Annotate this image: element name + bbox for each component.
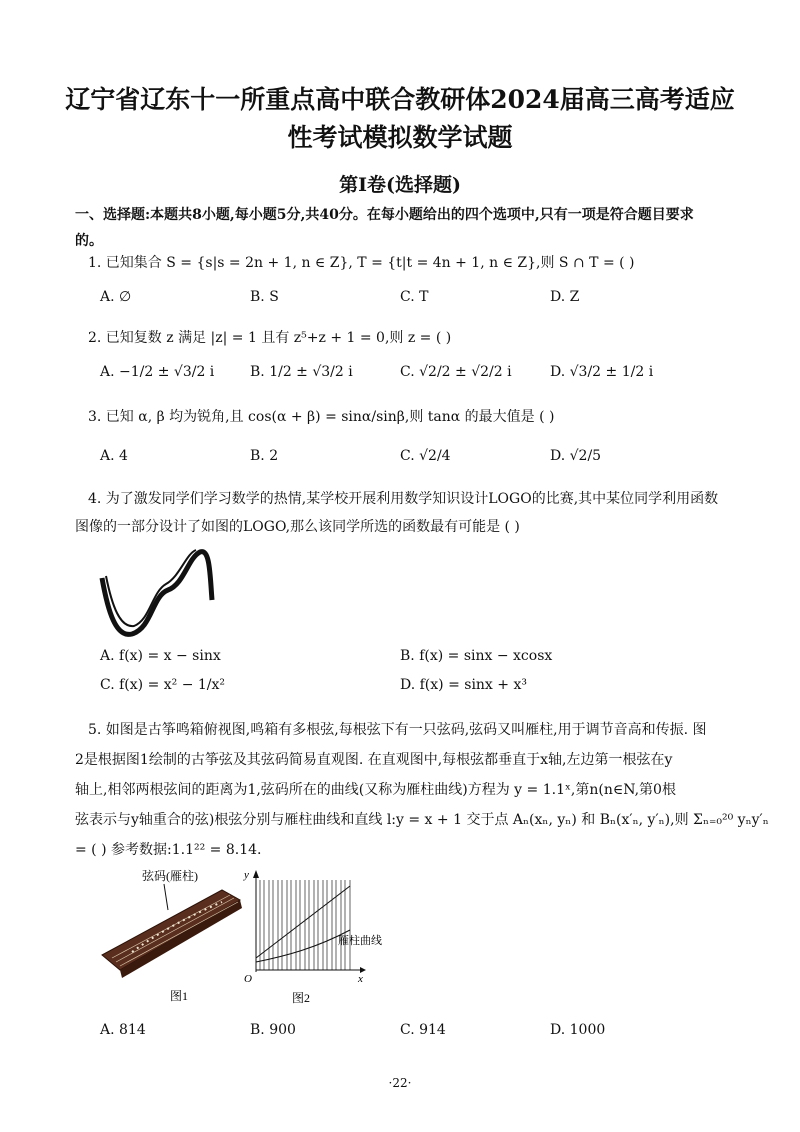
q5-stem-line1: 5. 如图是古筝鸣箱俯视图,鸣箱有多根弦,每根弦下有一只弦码,弦码又叫雁柱,用于调节音高和传振. 图 [88,722,707,738]
q4-option-a: A. f(x) = x − sinx [100,648,221,664]
q1-stem: 1. 已知集合 S = {s|s = 2n + 1, n ∈ Z}, T = {t|t = 4n + 1, n ∈ Z},则 S ∩ T = ( ) [88,255,635,271]
q3-option-c: C. √2/4 [400,448,451,464]
logo-figure [92,540,222,640]
fig2-x-label: x [358,973,363,985]
q5-option-d: D. 1000 [550,1022,606,1038]
q1-option-c: C. T [400,289,429,305]
section-subtitle: 第Ⅰ卷(选择题) [339,174,461,196]
page-number: ·22· [388,1076,412,1090]
q5-stem-line3: 轴上,相邻两根弦间的距离为1,弦码所在的曲线(又称为雁柱曲线)方程为 y = 1.1ˣ,第n(n∈N,第0根 [75,782,676,798]
q5-option-a: A. 814 [100,1022,146,1038]
q5-stem-line2: 2是根据图1绘制的古筝弦及其弦码简易直观图. 在直观图中,每根弦都垂直于x轴,左边第一根弦在y [75,752,673,768]
exam-title-line1: 辽宁省辽东十一所重点高中联合教研体2024届高三高考适应 [65,85,735,114]
string-diagram-figure [236,866,382,1010]
fig1-label: 弦码(雁柱) [142,869,198,883]
q4-stem-line2: 图像的一部分设计了如图的LOGO,那么该同学所选的函数最有可能是 ( ) [75,519,520,535]
fig2-curve-label: 雁柱曲线 [338,935,382,947]
q4-option-c: C. f(x) = x² − 1/x² [100,677,226,693]
section-instruction: 一、选择题:本题共8小题,每小题5分,共40分。在每小题给出的四个选项中,只有一项是符合题目要求 [75,207,694,223]
q5-option-b: B. 900 [250,1022,296,1038]
q1-option-b: B. S [250,289,279,305]
q5-stem-line4: 弦表示与y轴重合的弦)根弦分别与雁柱曲线和直线 l:y = x + 1 交于点 Aₙ(xₙ, yₙ) 和 Bₙ(x′ₙ, y′ₙ),则 Σₙ₌₀²⁰ yₙy′ₙ [75,812,769,828]
q3-option-d: D. √2/5 [550,448,602,464]
q4-option-d: D. f(x) = sinx + x³ [400,677,527,693]
q2-option-c: C. √2/2 ± √2/2 i [400,364,512,380]
q2-stem: 2. 已知复数 z 满足 |z| = 1 且有 z⁵+z + 1 = 0,则 z = ( ) [88,330,452,346]
q3-option-b: B. 2 [250,448,279,464]
q4-option-b: B. f(x) = sinx − xcosx [400,648,553,664]
q4-stem-line1: 4. 为了激发同学们学习数学的热情,某学校开展利用数学知识设计LOGO的比赛,其中某位同学利用函数 [88,491,719,507]
fig2-caption: 图2 [292,991,311,1005]
strings [260,880,350,970]
q1-option-a: A. ∅ [100,289,132,305]
section-instruction-cont: 的。 [75,233,103,249]
fig1-caption: 图1 [170,989,189,1003]
q5-stem-line5: = ( ) 参考数据:1.1²² = 8.14. [75,842,262,858]
q5-option-c: C. 914 [400,1022,446,1038]
q2-option-d: D. √3/2 ± 1/2 i [550,364,654,380]
q2-option-b: B. 1/2 ± √3/2 i [250,364,353,380]
q2-option-a: A. −1/2 ± √3/2 i [100,364,215,380]
guzheng-figure [92,860,252,1010]
q3-stem: 3. 已知 α, β 均为锐角,且 cos(α + β) = sinα/sinβ,则 tanα 的最大值是 ( ) [88,409,555,425]
exam-title-line2: 性考试模拟数学试题 [287,123,513,152]
fig2-y-label: y [244,869,249,881]
q3-option-a: A. 4 [100,448,128,464]
fig2-origin-label: O [244,973,252,985]
q1-option-d: D. Z [550,289,580,305]
